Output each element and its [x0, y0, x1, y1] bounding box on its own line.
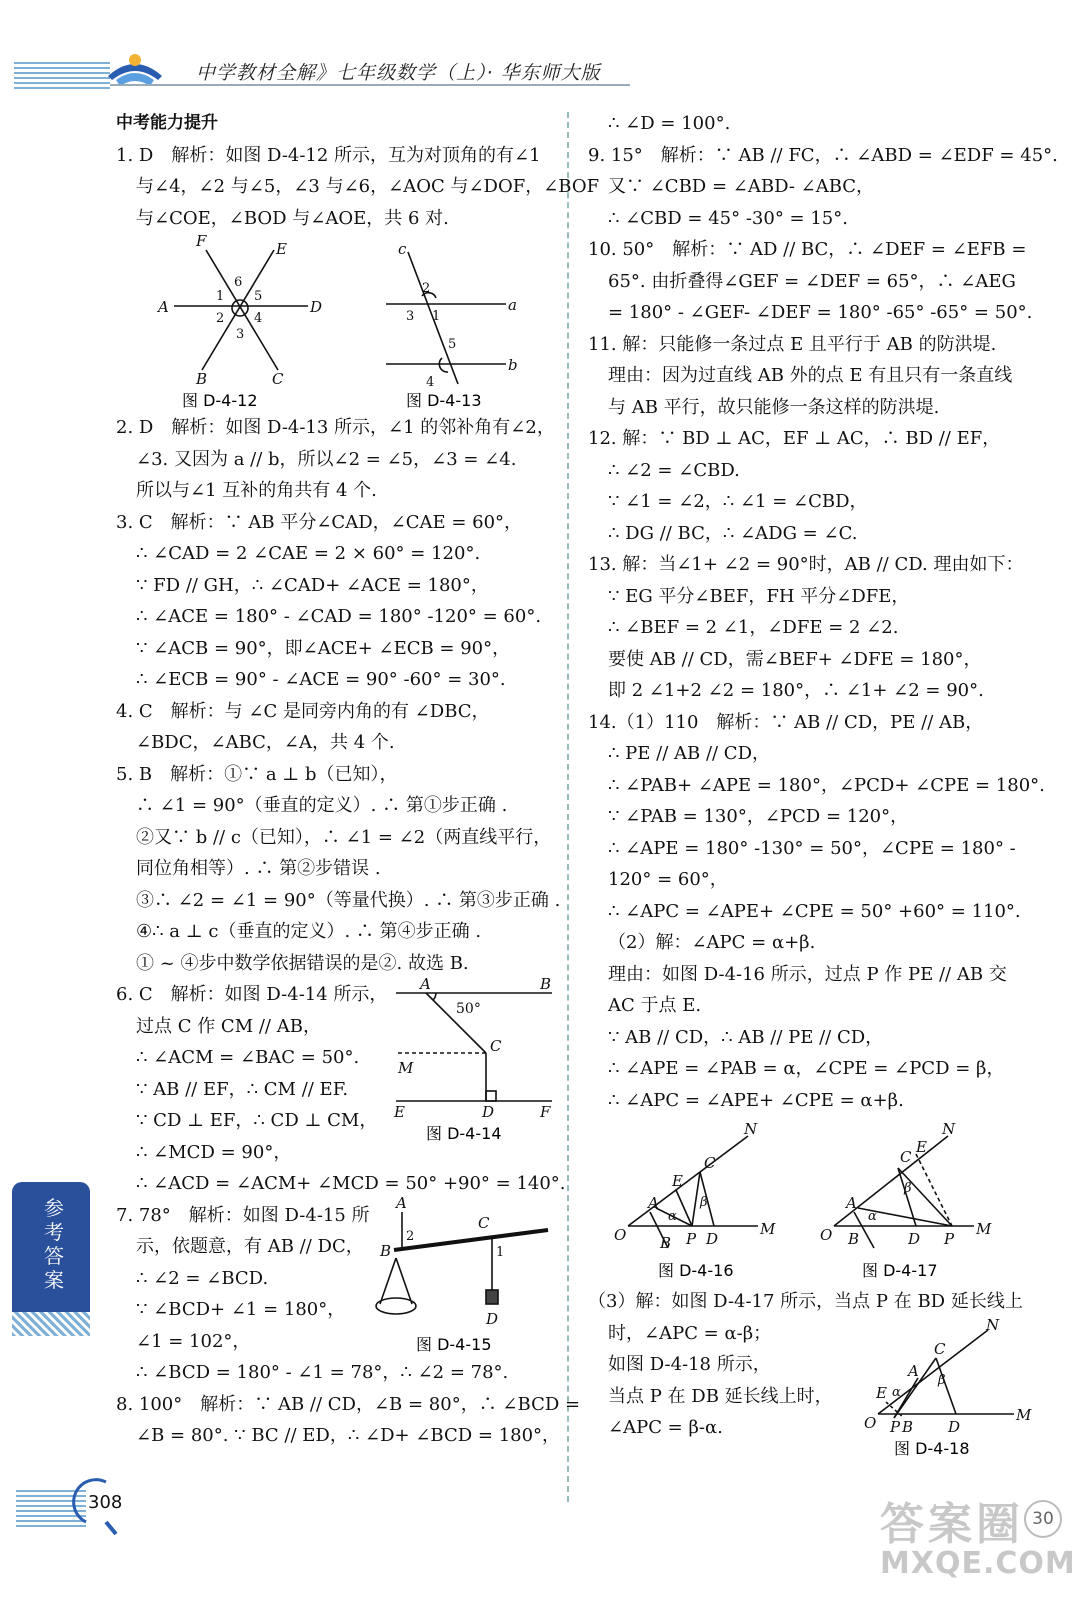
point-label: B: [196, 370, 208, 388]
answer-line: ∠3. 又因为 a // b，所以∠2 = ∠5，∠3 = ∠4.: [136, 448, 517, 470]
answer-line: ∴ ∠1 = 90°（垂直的定义）. ∴ 第①步正确 .: [136, 795, 508, 816]
answer-line: 理由：如图 D-4-16 所示，过点 P 作 PE // AB 交: [608, 963, 1007, 985]
weight: [486, 1290, 498, 1304]
answer-line: ∵ ∠1 = ∠2，∴ ∠1 = ∠CBD，: [608, 491, 868, 512]
point-label: B: [660, 1234, 672, 1252]
point-label: C: [478, 1213, 490, 1232]
answer-line: 12. 解：∵ BD ⊥ AC，EF ⊥ AC，∴ BD // EF，: [588, 428, 1001, 449]
point-label: O: [614, 1226, 627, 1244]
page-number: [80, 1478, 128, 1526]
answer-line: 当点 P 在 DB 延长线上时，: [608, 1385, 833, 1407]
answer-line: ∴ ∠MCD = 90°，: [136, 1141, 292, 1163]
line-pe: [676, 1190, 692, 1226]
figure-d-4-17: [820, 1116, 1024, 1286]
answer-11: [588, 329, 1028, 424]
answer-line: 14.（1）110 解析：∵ AB // CD，PE // AB，: [588, 711, 984, 733]
pan-string: [396, 1258, 412, 1304]
answer-line: 2. D 解析：如图 D-4-13 所示，∠1 的邻补角有∠2，: [116, 417, 555, 438]
answer-line: 与 AB 平行，故只能修一条这样的防洪堤.: [608, 396, 940, 418]
answer-line: ∠APC = β-α.: [608, 1417, 723, 1438]
angle-label: 3: [236, 327, 245, 342]
answer-line: ∴ ∠APC = ∠APE+ ∠CPE = 50° +60° = 110°.: [608, 900, 1021, 922]
answer-line: ∴ ∠APC = ∠APE+ ∠CPE = α+β.: [608, 1089, 904, 1111]
angle-label: 50°: [456, 1001, 481, 1017]
answer-line: ③∴ ∠2 = ∠1 = 90°（等量代换）. ∴ 第③步正确 .: [136, 889, 561, 911]
answer-line: 时，∠APC = α-β；: [608, 1322, 772, 1344]
point-label: B: [902, 1418, 914, 1436]
angle-label: 2: [406, 1228, 415, 1244]
answer-line: ④∴ a ⊥ c（垂直的定义）. ∴ 第④步正确 .: [136, 921, 482, 942]
pan-string: [380, 1258, 396, 1304]
answer-line: 13. 解：当∠1+ ∠2 = 90°时，AB // CD. 理由如下：: [588, 554, 1024, 575]
answer-line: ∴ ∠2 = ∠CBD.: [608, 459, 740, 481]
point-label: F: [196, 232, 207, 250]
angle-label: α: [892, 1385, 901, 1400]
answer-12: [588, 423, 1028, 549]
answer-line: ∴ DG // BC，∴ ∠ADG = ∠C.: [608, 522, 858, 544]
line-label: a: [508, 296, 517, 314]
answer-line: 6. C 解析：如图 D-4-14 所示，: [116, 984, 388, 1005]
point-label: D: [948, 1418, 961, 1436]
point-label: D: [706, 1230, 719, 1248]
right-angle-mark: [486, 1091, 496, 1101]
page-number-text: 308: [88, 1492, 123, 1513]
answer-line: ∠BDC，∠ABC，∠A，共 4 个.: [136, 732, 395, 753]
page-header: [0, 0, 1091, 110]
point-label: P: [686, 1230, 697, 1248]
point-label: M: [1016, 1406, 1032, 1424]
point-label: O: [864, 1414, 877, 1432]
answer-14: [588, 707, 1045, 1117]
figure-caption: 图 D-4-18: [894, 1439, 970, 1458]
point-label: D: [482, 1103, 495, 1121]
point-label: C: [900, 1148, 912, 1166]
answer-line: 65°. 由折叠得∠GEF = ∠DEF = 65°，∴ ∠AEG: [608, 270, 1016, 292]
angle-arc: [439, 358, 448, 372]
answer-line: ∴ ∠D = 100°.: [608, 113, 731, 134]
answer-7: [116, 1193, 552, 1389]
point-label: E: [672, 1172, 683, 1190]
point-label: A: [648, 1194, 659, 1212]
answer-line: 10. 50° 解析：∵ AD // BC，∴ ∠DEF = ∠EFB =: [588, 239, 1027, 260]
point-label: N: [986, 1316, 1000, 1334]
answer-4: [116, 696, 552, 759]
angle-label: 1: [432, 309, 441, 324]
ray-on: [834, 1136, 948, 1226]
answer-line: ∴ ∠BCD = 180° - ∠1 = 78°，∴ ∠2 = 78°.: [136, 1362, 509, 1383]
answer-line: 9. 15° 解析：∵ AB // FC，∴ ∠ABD = ∠EDF = 45°.: [588, 144, 1058, 166]
angle-label: α: [868, 1209, 877, 1224]
angle-label: 1: [216, 289, 225, 304]
answer-line: 与∠COE，∠BOD 与∠AOE，共 6 对.: [136, 207, 449, 229]
answer-line: ∴ ∠ACD = ∠ACM+ ∠MCD = 50° +90° = 140°.: [136, 1173, 566, 1194]
point-label: D: [908, 1230, 921, 1248]
figure-caption: 图 D-4-13: [406, 391, 482, 410]
answer-2: [116, 412, 555, 507]
angle-label: β: [904, 1181, 912, 1196]
line-fc: [206, 250, 278, 370]
left-column: [116, 108, 600, 1452]
answer-6: [116, 975, 566, 1200]
line-eb: [202, 250, 274, 370]
point-label: O: [820, 1226, 833, 1244]
answer-line: ∵ AB // EF，∴ CM // EF.: [136, 1078, 349, 1100]
angle-label: β: [938, 1373, 946, 1388]
line-pe: [916, 1154, 952, 1226]
answer-10: [588, 234, 1033, 329]
answer-line: 5. B 解析：①∵ a ⊥ b（已知），: [116, 763, 398, 785]
answer-line: AC 于点 E.: [608, 995, 702, 1016]
angle-label: 5: [254, 289, 263, 304]
answer-line: ∵ CD ⊥ EF，∴ CD ⊥ CM，: [136, 1110, 378, 1131]
angle-label: 1: [496, 1244, 505, 1260]
point-label: E: [876, 1384, 887, 1402]
angle-label: 6: [234, 275, 243, 290]
figures-16-17: [588, 1116, 1028, 1286]
answer-line: 如图 D-4-18 所示，: [608, 1354, 771, 1375]
watermark-badge: 30: [1024, 1500, 1062, 1538]
answer-line: 8. 100° 解析：∵ AB // CD，∠B = 80°，∴ ∠BCD =: [116, 1393, 581, 1415]
figure-caption: 图 D-4-15: [416, 1334, 492, 1354]
side-tab: [12, 1182, 90, 1332]
point-label: E: [916, 1138, 927, 1156]
point-label: E: [394, 1103, 405, 1121]
answer-line: 1. D 解析：如图 D-4-12 所示，互为对顶角的有∠1: [116, 144, 541, 166]
answer-line: 与∠4，∠2 与∠5，∠3 与∠6，∠AOC 与∠DOF，∠BOF: [136, 176, 600, 197]
balance-beam: [394, 1230, 548, 1250]
answer-line: ∵ ∠BCD+ ∠1 = 180°，: [136, 1299, 346, 1320]
answer-line: 同位角相等）. ∴ 第②步错误 .: [136, 858, 381, 879]
point-label: N: [744, 1120, 758, 1138]
watermark-url: MXQE.COM: [880, 1546, 1076, 1581]
point-label: D: [486, 1309, 499, 1328]
right-column: [588, 108, 1058, 1458]
point-label: B: [380, 1241, 392, 1260]
answer-line: 示，依题意，有 AB // DC，: [136, 1236, 364, 1257]
header-stripes: [14, 62, 110, 90]
point-label: C: [934, 1340, 946, 1358]
answer-14-part-3: [588, 1286, 1032, 1458]
answer-line: ∴ ∠CBD = 45° -30° = 15°.: [608, 207, 848, 229]
ray-on: [878, 1330, 988, 1414]
angle-label: 2: [216, 311, 225, 326]
angle-label: 4: [254, 311, 263, 326]
answer-line: ∴ ∠2 = ∠BCD.: [136, 1267, 269, 1289]
angle-label: 4: [426, 375, 435, 390]
figure-caption: 图 D-4-17: [862, 1261, 938, 1280]
answer-line: ∴ ∠CAD = 2 ∠CAE = 2 × 60° = 120°.: [136, 543, 481, 564]
answer-9: [588, 140, 1058, 235]
point-label: E: [276, 240, 287, 258]
line-label: c: [398, 240, 407, 258]
segment-cp: [692, 1172, 700, 1226]
answer-line: ∵ EG 平分∠BEF，FH 平分∠DFE，: [608, 585, 910, 607]
figure-d-4-15: [372, 1194, 552, 1364]
answer-line: = 180° - ∠GEF- ∠DEF = 180° -65° -65° = 50°.: [608, 302, 1033, 323]
answer-line: 理由：因为过直线 AB 外的点 E 有且只有一条直线: [608, 365, 1013, 386]
answer-line: （2）解：∠APC = α+β.: [608, 932, 816, 953]
figures-12-13: [116, 234, 552, 412]
answer-line: ∵ AB // CD，∴ AB // PE // CD，: [608, 1026, 884, 1048]
answer-line: ∴ ∠PAB+ ∠APE = 180°，∠PCD+ ∠CPE = 180°.: [608, 774, 1045, 796]
point-label: A: [908, 1362, 919, 1380]
answer-line: 即 2 ∠1+2 ∠2 = 180°，∴ ∠1+ ∠2 = 90°.: [608, 680, 984, 701]
point-label: D: [310, 298, 323, 316]
point-label: F: [540, 1103, 551, 1121]
watermark: [880, 1488, 1076, 1588]
figure-d-4-18: [864, 1318, 1034, 1458]
figure-caption: 图 D-4-12: [182, 391, 258, 410]
answer-line: ∴ ∠ACE = 180° - ∠CAD = 180° -120° = 60°.: [136, 606, 542, 627]
figure-caption: 图 D-4-14: [426, 1124, 502, 1143]
answer-line: 3. C 解析：∵ AB 平分∠CAD，∠CAE = 60°，: [116, 511, 523, 533]
point-label: A: [420, 975, 431, 993]
answer-line: 又∵ ∠CBD = ∠ABD- ∠ABC，: [608, 176, 875, 197]
point-label: P: [944, 1230, 955, 1248]
point-label: M: [976, 1220, 992, 1238]
ray-on: [628, 1136, 748, 1226]
answer-line: ∴ ∠APE = 180° -130° = 50°，∠CPE = 180° -: [608, 837, 1016, 859]
line-label: b: [508, 356, 518, 374]
angle-label: 3: [406, 309, 415, 324]
answer-line: ∵ ∠PAB = 130°，∠PCD = 120°，: [608, 806, 909, 827]
answer-line: ∴ ∠BEF = 2 ∠1，∠DFE = 2 ∠2.: [608, 617, 899, 638]
answer-8: [116, 1389, 581, 1452]
point-label: B: [540, 975, 552, 993]
point-label: A: [846, 1194, 857, 1212]
answer-5: [116, 759, 561, 980]
point-label: M: [398, 1059, 414, 1077]
answer-line: 7. 78° 解析：如图 D-4-15 所: [116, 1204, 370, 1226]
figure-d-4-14: [386, 975, 556, 1149]
header-title: 中学教材全解》七年级数学（上）· 华东师大版: [196, 62, 601, 84]
side-tab-stripes: [12, 1312, 90, 1336]
angle-arc: [433, 993, 436, 1000]
answer-line: 过点 C 作 CM // AB，: [136, 1015, 321, 1037]
side-tab-label: 参考答案: [44, 1196, 64, 1292]
answer-line: （3）解：如图 D-4-17 所示，当点 P 在 BD 延长线上: [588, 1291, 1023, 1312]
answer-line: ②又∵ b // c（已知），∴ ∠1 = ∠2（两直线平行，: [136, 826, 552, 848]
answer-line: ∴ ∠APE = ∠PAB = α，∠CPE = ∠PCD = β，: [608, 1058, 1005, 1079]
answer-line: ∵ FD // GH，∴ ∠CAD+ ∠ACE = 180°，: [136, 574, 489, 596]
point-label: M: [760, 1220, 776, 1238]
answer-line: ∠1 = 102°，: [136, 1330, 251, 1352]
answer-line: 所以与∠1 互补的角共有 4 个.: [136, 480, 377, 501]
point-label: B: [848, 1230, 860, 1248]
answer-line: ∴ ∠ECB = 90° - ∠ACE = 90° -60° = 30°.: [136, 669, 506, 690]
angle-label: β: [700, 1195, 708, 1210]
point-label: P: [890, 1418, 901, 1436]
angle-label: 5: [448, 337, 457, 352]
figure-caption: 图 D-4-16: [658, 1261, 734, 1280]
answer-line: 11. 解：只能修一条过点 E 且平行于 AB 的防洪堤.: [588, 333, 997, 355]
section-title: 中考能力提升: [116, 113, 218, 133]
point-label: C: [490, 1037, 502, 1055]
answer-line: 120° = 60°，: [608, 869, 728, 890]
point-label: C: [272, 370, 284, 388]
point-label: A: [158, 298, 169, 316]
angle-label: 2: [422, 281, 431, 296]
answer-line: 要使 AB // CD，需∠BEF+ ∠DFE = 180°，: [608, 648, 982, 670]
angle-label: α: [668, 1209, 677, 1224]
answer-line: ∵ ∠ACB = 90°，即∠ACE+ ∠ECB = 90°，: [136, 637, 511, 659]
watermark-title: 答案圈: [880, 1499, 1024, 1550]
answer-line: ∠B = 80°. ∵ BC // ED，∴ ∠D+ ∠BCD = 180°，: [136, 1425, 561, 1446]
answer-line: ∴ ∠ACM = ∠BAC = 50°.: [136, 1047, 360, 1068]
point-label: A: [396, 1193, 407, 1212]
answer-3: [116, 507, 552, 696]
point-label: C: [704, 1154, 716, 1172]
answer-13: [588, 549, 1028, 707]
answer-1: [116, 140, 600, 235]
answer-line: 4. C 解析：与 ∠C 是同旁内角的有 ∠DBC，: [116, 700, 490, 722]
figure-d-4-13: [376, 234, 576, 412]
answer-line: ∴ PE // AB // CD，: [608, 743, 770, 764]
point-label: N: [942, 1120, 956, 1138]
answer-line: ① ~ ④步中数学依据错误的是②. 故选 B.: [136, 952, 469, 974]
